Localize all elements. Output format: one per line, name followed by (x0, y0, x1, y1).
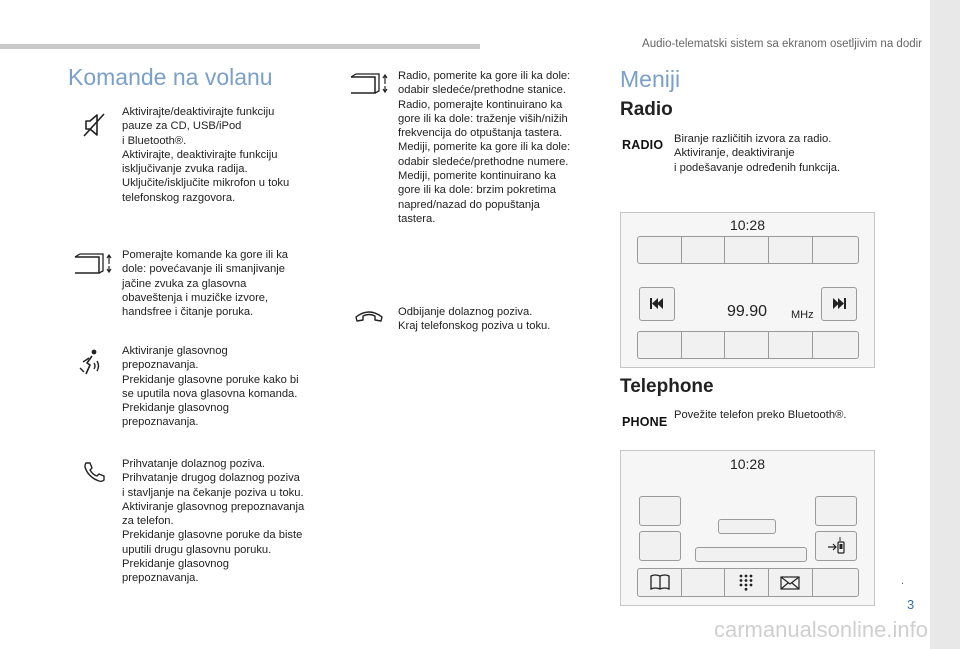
frequency-unit: MHz (791, 309, 814, 321)
radio-clock: 10:28 (729, 217, 766, 233)
text-line: Prihvatanje dolaznog poziva. (122, 458, 266, 470)
phone-connect-icon (816, 532, 856, 560)
page-marker: . (901, 575, 905, 587)
menus-title: Meniji (620, 66, 681, 92)
page-edge-strip (930, 0, 960, 649)
mute-description (122, 105, 289, 205)
text-line: Mediji, pomerite kontinuirano ka (398, 170, 556, 183)
telephone-description (674, 408, 846, 422)
text-line: Mediji, pomerite ka gore ili ka dole: (398, 141, 571, 154)
text-line: Prekidanje glasovne poruke da biste (122, 529, 303, 542)
previous-track-button (639, 287, 675, 321)
text-line: Aktivirajte, deaktivirajte funkciju (122, 148, 278, 161)
text-line: Aktiviranje glasovnog (122, 345, 228, 357)
text-line: Prekidanje glasovnog (122, 402, 229, 415)
text-line: Radio, pomerajte kontinuirano ka (398, 98, 563, 111)
text-line: i stavljanje na čekanje poziva u toku. (122, 486, 304, 499)
text-line: prepoznavanja. (122, 359, 199, 372)
text-line: prepoznavanja. (122, 416, 199, 429)
hangup-description (398, 305, 550, 334)
skip-back-icon (640, 288, 674, 320)
text-line: i podešavanje određenih funkcija. (674, 161, 841, 174)
phone-tile-left-top (639, 496, 681, 526)
text-line: Uključite/isključite mikrofon u toku (122, 177, 290, 190)
text-line: gore ili ka dole: traženje viših/nižih (398, 112, 568, 125)
text-line: prepoznavanja. (122, 572, 199, 585)
radio-frequency: 99.90 (727, 303, 768, 320)
text-line: Radio, pomerite ka gore ili ka dole: (398, 70, 571, 82)
text-line: se uputila nova glasovna komanda. (122, 387, 298, 400)
radio-description (674, 132, 840, 175)
preset-bar-top (637, 236, 859, 264)
phone-connect-button (815, 531, 857, 561)
text-line: napred/nazad do popuštanja (398, 198, 540, 211)
steering-controls-title: Komande na volanu (68, 64, 273, 90)
scroll-rocker-icon (348, 72, 388, 98)
radio-screen-illustration (620, 212, 875, 368)
phone-tile-left-bottom (639, 531, 681, 561)
text-line: Aktiviranje glasovnog prepoznavanja (122, 500, 305, 513)
phone-tile-right-top (815, 496, 857, 526)
text-line: jačine zvuka za glasovna (122, 277, 247, 290)
text-line: odabir sledeće/prethodne stanice. (398, 84, 566, 97)
text-line: uputili drugu glasovnu poruku. (122, 543, 272, 556)
voice-recognition-icon (78, 348, 108, 378)
text-line: dole: povećavanje ili smanjivanje (122, 263, 285, 276)
keypad-icon (737, 573, 755, 591)
running-header: Audio-telematski sistem sa ekranom osetljivim na dodir (642, 38, 922, 50)
text-line: Aktiviranje, deaktiviranje (674, 147, 795, 160)
text-line: Prihvatanje drugog dolaznog poziva (122, 472, 300, 485)
radio-heading: Radio (620, 99, 673, 120)
preset-bar-bottom (637, 331, 859, 359)
text-line: frekvencija do otpuštanja tastera. (398, 127, 563, 140)
text-line: Prekidanje glasovne poruke kako bi (122, 373, 299, 386)
text-line: telefonskog razgovora. (122, 191, 236, 204)
header-rule (0, 44, 480, 49)
mute-speaker-icon (82, 112, 106, 138)
phone-screen-illustration (620, 450, 875, 606)
telephone-heading: Telephone (620, 376, 714, 397)
contacts-icon (649, 573, 671, 591)
phone-wide-strip (695, 547, 807, 562)
text-line: obaveštenja i muzičke izvore, (122, 291, 269, 304)
text-line: odabir sledeće/prethodne numere. (398, 155, 569, 168)
phone-button-label: PHONE (622, 415, 668, 429)
phone-center-strip (718, 519, 776, 534)
text-line: pauze za CD, USB/iPod (122, 120, 242, 133)
phone-hangup-icon (354, 308, 384, 324)
skip-forward-icon (822, 288, 856, 320)
voice-description (122, 344, 299, 430)
text-line: Odbijanje dolaznog poziva. (398, 306, 533, 318)
text-line: Kraj telefonskog poziva u toku. (398, 320, 551, 333)
phone-clock: 10:28 (729, 456, 766, 472)
next-track-button (821, 287, 857, 321)
text-line: Aktivirajte/deaktivirajte funkciju (122, 106, 275, 118)
text-line: Prekidanje glasovnog (122, 558, 229, 571)
volume-rocker-icon (72, 252, 112, 278)
text-line: Pomerajte komande ka gore ili ka (122, 249, 289, 261)
radio-button-label: RADIO (622, 138, 664, 152)
messages-icon (779, 575, 801, 591)
text-line: Povežite telefon preko Bluetooth®. (674, 409, 847, 421)
page-number: 3 (907, 597, 915, 612)
text-line: handsfree i čitanje poruka. (122, 306, 254, 319)
text-line: Biranje različitih izvora za radio. (674, 133, 832, 145)
text-line: tastera. (398, 212, 436, 225)
answer-description (122, 457, 304, 586)
volume-description (122, 248, 288, 319)
watermark: carmanualsonline.info (713, 617, 928, 642)
text-line: gore ili ka dole: brzim pokretima (398, 184, 556, 197)
text-line: i Bluetooth®. (122, 134, 187, 147)
phone-answer-icon (82, 460, 106, 484)
text-line: za telefon. (122, 515, 174, 528)
scroll-description (398, 69, 570, 226)
text-line: isključivanje zvuka radija. (122, 163, 248, 176)
